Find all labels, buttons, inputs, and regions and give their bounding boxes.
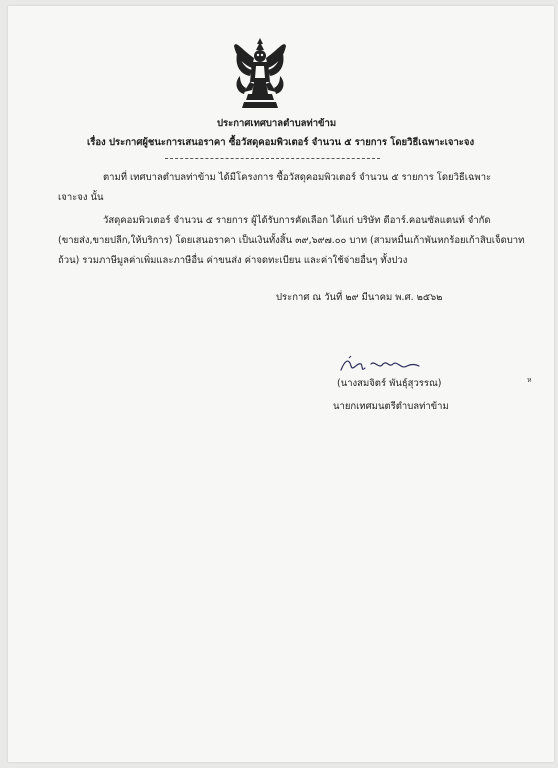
paragraph-2-line-1: วัสดุคอมพิวเตอร์ จำนวน ๕ รายการ ผู้ได้รับการคัดเลือก ได้แก่ บริษัท ดีอาร์.คอนซัลแตนท์ จำกัด [103,215,491,226]
margin-mark: ห [527,376,532,384]
paragraph-2-line-2: (ขายส่ง,ขายปลีก,ให้บริการ) โดยเสนอราคา เป็นเงินทั้งสิ้น ๓๙,๖๙๗.๐๐ บาท (สามหมื่นเก้าพันหกร้อยเก้าสิบเจ็ดบาท [58,235,525,246]
garuda-emblem [232,36,288,112]
paragraph-2-line-3: ถ้วน) รวมภาษีมูลค่าเพิ่มและภาษีอื่น ค่าขนส่ง ค่าจดทะเบียน และค่าใช้จ่ายอื่นๆ ทั้งปวง [58,255,408,266]
dateline: ประกาศ ณ วันที่ ๒๙ มีนาคม พ.ศ. ๒๕๖๒ [276,292,443,303]
paragraph-1-line-1: ตามที่ เทศบาลตำบลท่าข้าม ได้มีโครงการ ซื้อวัสดุคอมพิวเตอร์ จำนวน ๕ รายการ โดยวิธีเฉพาะ [103,172,492,183]
separator-line [165,158,380,159]
paragraph-1-line-2: เจาะจง นั้น [58,192,104,203]
signatory-title: นายกเทศมนตรีตำบลท่าข้าม [333,401,449,412]
announcement-subject: เรื่อง ประกาศผู้ชนะการเสนอราคา ซื้อวัสดุคอมพิวเตอร์ จำนวน ๕ รายการ โดยวิธีเฉพาะเจาะจง [87,137,475,148]
handwritten-signature [335,352,425,378]
issuing-office-title: ประกาศเทศบาลตำบลท่าข้าม [217,118,337,129]
signatory-name: (นางสมจิตร์ พันธุ์สุวรรณ) [337,378,442,389]
